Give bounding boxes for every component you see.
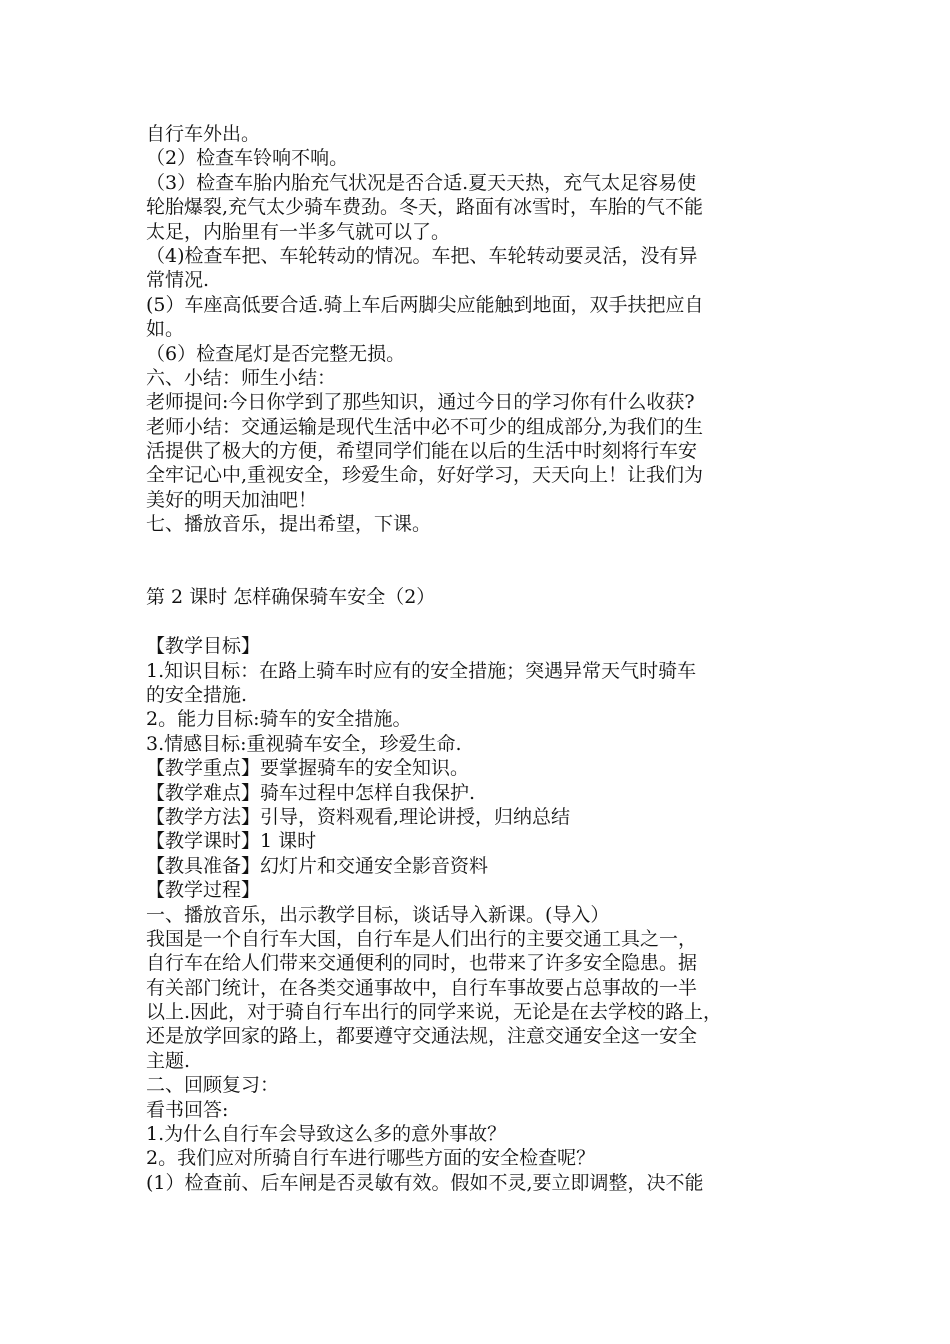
lesson-title: 第 2 课时 怎样确保骑车安全（2）	[146, 586, 436, 609]
text-line: （4)检查车把、车轮转动的情况。车把、车轮转动要灵活，没有异	[146, 244, 698, 267]
text-line: (5）车座高低要合适.骑上车后两脚尖应能触到地面，双手扶把应自	[146, 293, 704, 316]
text-line: (1）检查前、后车闸是否灵敏有效。假如不灵,要立即调整，决不能	[146, 1171, 704, 1194]
text-line: 全牢记心中,重视安全，珍爱生命，好好学习，天天向上！让我们为	[146, 464, 704, 487]
text-line: 常情况.	[146, 269, 210, 292]
text-line: 六、小结：师生小结：	[146, 366, 337, 389]
text-line: 二、回顾复习：	[146, 1074, 280, 1097]
text-line: （2）检查车铃响不响。	[146, 147, 349, 170]
text-line: 有关部门统计，在各类交通事故中，自行车事故要占总事故的一半	[146, 976, 698, 999]
section-summary	[146, 122, 816, 537]
text-line: 2。能力目标:骑车的安全措施。	[146, 708, 412, 731]
text-line: 如。	[146, 318, 185, 341]
text-line: 自行车在给人们带来交通便利的同时，也带来了许多安全隐患。据	[146, 952, 698, 975]
text-line: 以上.因此，对于骑自行车出行的同学来说，无论是在去学校的路上，	[146, 1001, 723, 1024]
text-line: 3.情感目标:重视骑车安全，珍爱生命.	[146, 732, 462, 755]
text-line: 老师提问:今日你学到了那些知识，通过今日的学习你有什么收获?	[146, 391, 695, 414]
text-line: 活提供了极大的方便，希望同学们能在以后的生活中时刻将行车安	[146, 440, 698, 463]
text-line: 还是放学回家的路上，都要遵守交通法规，注意交通安全这一安全	[146, 1025, 698, 1048]
text-line: 【教学重点】要掌握骑车的安全知识。	[146, 757, 470, 780]
text-line: 轮胎爆裂,充气太少骑车费劲。冬天，路面有冰雪时，车胎的气不能	[146, 196, 704, 219]
text-line: 美好的明天加油吧！	[146, 488, 318, 511]
text-line: （6）检查尾灯是否完整无损。	[146, 342, 406, 365]
text-line: 【教学课时】1 课时	[146, 830, 317, 853]
text-line: 的安全措施.	[146, 683, 248, 706]
text-line: 我国是一个自行车大国，自行车是人们出行的主要交通工具之一，	[146, 927, 698, 950]
text-line: 看书回答:	[146, 1098, 229, 1121]
blank-line	[146, 561, 816, 585]
blank-line	[146, 537, 816, 561]
text-line: 1.知识目标：在路上骑车时应有的安全措施；突遇异常天气时骑车	[146, 659, 697, 682]
text-line: 【教学过程】	[146, 879, 261, 902]
text-line: 主题.	[146, 1049, 191, 1072]
text-line: 一、播放音乐，出示教学目标，谈话导入新课。(导入）	[146, 903, 610, 926]
text-line: 老师小结：交通运输是现代生活中必不可少的组成部分,为我们的生	[146, 415, 704, 438]
text-line: 自行车外出。	[146, 123, 261, 145]
section-lesson-plan	[146, 634, 816, 1195]
blank-line	[146, 610, 816, 634]
text-line: 【教学难点】骑车过程中怎样自我保护.	[146, 781, 476, 804]
text-line: 【教学方法】引导，资料观看,理论讲授，归纳总结	[146, 805, 571, 828]
document-page	[146, 122, 816, 1195]
text-line: 【教学目标】	[146, 635, 261, 658]
text-line: 太足，内胎里有一半多气就可以了。	[146, 220, 451, 243]
text-line: （3）检查车胎内胎充气状况是否合适.夏天天热，充气太足容易使	[146, 171, 697, 194]
text-line: 【教具准备】幻灯片和交通安全影音资料	[146, 854, 489, 877]
text-line: 七、播放音乐，提出希望，下课。	[146, 513, 432, 536]
text-line: 2。我们应对所骑自行车进行哪些方面的安全检查呢？	[146, 1147, 596, 1170]
text-line: 1.为什么自行车会导致这么多的意外事故？	[146, 1123, 507, 1146]
